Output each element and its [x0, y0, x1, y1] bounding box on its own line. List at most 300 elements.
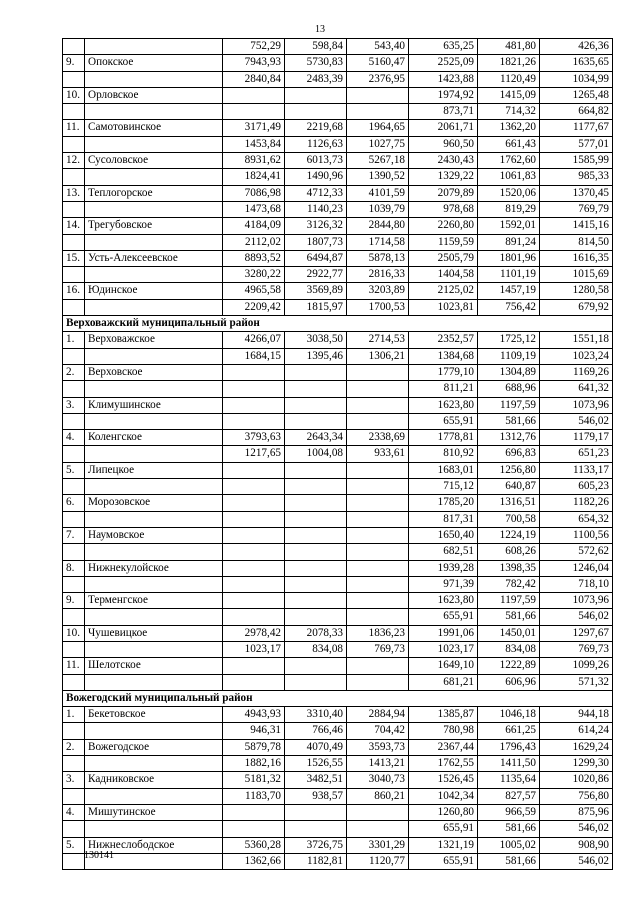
- value-cell: 971,39: [409, 576, 478, 592]
- value-cell: 933,61: [347, 446, 409, 462]
- value-cell: 908,90: [540, 837, 613, 853]
- value-cell: 1316,51: [478, 495, 540, 511]
- value-cell: [285, 658, 347, 674]
- value-cell: [285, 609, 347, 625]
- value-cell: [223, 495, 285, 511]
- value-cell: 5879,78: [223, 739, 285, 755]
- value-cell: 2816,33: [347, 267, 409, 283]
- settlement-name: Сусоловское: [85, 153, 223, 169]
- value-cell: 1991,06: [409, 625, 478, 641]
- value-cell: 1684,15: [223, 348, 285, 364]
- value-cell: 1635,65: [540, 55, 613, 71]
- settlement-name: Нижнекулойское: [85, 560, 223, 576]
- row-index: 16.: [63, 283, 85, 299]
- value-cell: [285, 593, 347, 609]
- row-index: 1.: [63, 707, 85, 723]
- value-cell: [347, 527, 409, 543]
- value-cell: 1042,34: [409, 788, 478, 804]
- value-cell: 3203,89: [347, 283, 409, 299]
- value-cell: 1073,96: [540, 397, 613, 413]
- row-index: 5.: [63, 837, 85, 853]
- value-cell: 2643,34: [285, 430, 347, 446]
- value-cell: 3171,49: [223, 120, 285, 136]
- table-row: [63, 136, 613, 152]
- settlement-name: [85, 71, 223, 87]
- value-cell: 1404,58: [409, 267, 478, 283]
- value-cell: 1140,23: [285, 201, 347, 217]
- value-cell: 891,24: [478, 234, 540, 250]
- value-cell: [347, 674, 409, 690]
- table-row: [63, 641, 613, 657]
- value-cell: 2978,42: [223, 625, 285, 641]
- value-cell: 2112,02: [223, 234, 285, 250]
- value-cell: 1964,65: [347, 120, 409, 136]
- value-cell: [223, 479, 285, 495]
- settlement-name: Опокское: [85, 55, 223, 71]
- settlement-name: [85, 479, 223, 495]
- value-cell: 1585,99: [540, 153, 613, 169]
- value-cell: 1778,81: [409, 430, 478, 446]
- row-index: [63, 381, 85, 397]
- value-cell: 696,83: [478, 446, 540, 462]
- value-cell: 2376,95: [347, 71, 409, 87]
- value-cell: 661,43: [478, 136, 540, 152]
- value-cell: 688,96: [478, 381, 540, 397]
- value-cell: 2367,44: [409, 739, 478, 755]
- table-row: [63, 479, 613, 495]
- table-row: [63, 104, 613, 120]
- value-cell: 2430,43: [409, 153, 478, 169]
- value-cell: 1297,67: [540, 625, 613, 641]
- row-index: [63, 821, 85, 837]
- value-cell: 1182,26: [540, 495, 613, 511]
- settlement-name: Усть-Алексеевское: [85, 250, 223, 266]
- value-cell: 7086,98: [223, 185, 285, 201]
- settlement-name: Вожегодское: [85, 739, 223, 755]
- value-cell: 1815,97: [285, 299, 347, 315]
- settlement-name: Липецкое: [85, 462, 223, 478]
- value-cell: 4070,49: [285, 739, 347, 755]
- table-row: [63, 283, 613, 299]
- settlement-name: Верховажское: [85, 332, 223, 348]
- value-cell: 769,73: [347, 641, 409, 657]
- table-row: [63, 674, 613, 690]
- value-cell: 577,01: [540, 136, 613, 152]
- value-cell: 1159,59: [409, 234, 478, 250]
- value-cell: [223, 560, 285, 576]
- value-cell: 655,91: [409, 609, 478, 625]
- value-cell: 819,29: [478, 201, 540, 217]
- value-cell: 546,02: [540, 853, 613, 869]
- value-cell: 655,91: [409, 821, 478, 837]
- value-cell: [223, 658, 285, 674]
- value-cell: 2209,42: [223, 299, 285, 315]
- value-cell: [347, 544, 409, 560]
- value-cell: [223, 511, 285, 527]
- value-cell: [285, 821, 347, 837]
- value-cell: 1023,24: [540, 348, 613, 364]
- value-cell: 1473,68: [223, 201, 285, 217]
- row-index: [63, 641, 85, 657]
- value-cell: 1197,59: [478, 593, 540, 609]
- row-index: [63, 511, 85, 527]
- value-cell: 1453,84: [223, 136, 285, 152]
- value-cell: 1004,08: [285, 446, 347, 462]
- settlement-name: Трегубовское: [85, 218, 223, 234]
- value-cell: 1974,92: [409, 87, 478, 103]
- value-cell: 811,21: [409, 381, 478, 397]
- table-row: [63, 364, 613, 380]
- value-cell: 1177,67: [540, 120, 613, 136]
- table-row: [63, 71, 613, 87]
- value-cell: 1120,77: [347, 853, 409, 869]
- value-cell: 1183,70: [223, 788, 285, 804]
- value-cell: 985,33: [540, 169, 613, 185]
- row-index: 4.: [63, 804, 85, 820]
- value-cell: 614,24: [540, 723, 613, 739]
- value-cell: 1182,81: [285, 853, 347, 869]
- value-cell: 766,46: [285, 723, 347, 739]
- table-row: [63, 756, 613, 772]
- value-cell: 2884,94: [347, 707, 409, 723]
- settlement-name: Теплогорское: [85, 185, 223, 201]
- settlement-name: Кадниковское: [85, 772, 223, 788]
- page-number: 13: [315, 24, 325, 35]
- value-cell: [223, 593, 285, 609]
- row-index: 1.: [63, 332, 85, 348]
- value-cell: 1061,83: [478, 169, 540, 185]
- value-cell: 654,32: [540, 511, 613, 527]
- value-cell: 571,32: [540, 674, 613, 690]
- table-row: [63, 609, 613, 625]
- section-title: Верховажский муниципальный район: [63, 316, 613, 332]
- settlement-name: [85, 544, 223, 560]
- row-index: 5.: [63, 462, 85, 478]
- value-cell: 1450,01: [478, 625, 540, 641]
- value-cell: 1015,69: [540, 267, 613, 283]
- value-cell: 756,42: [478, 299, 540, 315]
- value-cell: 2079,89: [409, 185, 478, 201]
- value-cell: [347, 658, 409, 674]
- value-cell: 1306,21: [347, 348, 409, 364]
- row-index: [63, 609, 85, 625]
- settlement-name: [85, 136, 223, 152]
- value-cell: 605,23: [540, 479, 613, 495]
- value-cell: 1329,22: [409, 169, 478, 185]
- settlement-name: [85, 169, 223, 185]
- table-body: [63, 39, 613, 870]
- table-row: [63, 430, 613, 446]
- row-index: [63, 71, 85, 87]
- value-cell: 641,32: [540, 381, 613, 397]
- value-cell: 1490,96: [285, 169, 347, 185]
- value-cell: 1520,06: [478, 185, 540, 201]
- value-cell: 7943,93: [223, 55, 285, 71]
- settlement-name: Мишутинское: [85, 804, 223, 820]
- value-cell: 1312,76: [478, 430, 540, 446]
- settlement-name: [85, 413, 223, 429]
- value-cell: 1020,86: [540, 772, 613, 788]
- table-row: [63, 511, 613, 527]
- table-row: [63, 804, 613, 820]
- table-row: [63, 169, 613, 185]
- settlement-name: Бекетовское: [85, 707, 223, 723]
- value-cell: [285, 527, 347, 543]
- settlement-name: Терменгское: [85, 593, 223, 609]
- settlement-name: [85, 821, 223, 837]
- table-row: [63, 250, 613, 266]
- value-cell: 543,40: [347, 39, 409, 55]
- table-row: [63, 739, 613, 755]
- tariff-table: [62, 38, 613, 870]
- value-cell: 1304,89: [478, 364, 540, 380]
- value-cell: 1796,43: [478, 739, 540, 755]
- value-cell: [223, 413, 285, 429]
- value-cell: 1411,50: [478, 756, 540, 772]
- settlement-name: Морозовское: [85, 495, 223, 511]
- row-index: 3.: [63, 772, 85, 788]
- row-index: [63, 446, 85, 462]
- value-cell: 1023,17: [223, 641, 285, 657]
- value-cell: 860,21: [347, 788, 409, 804]
- settlement-name: Наумовское: [85, 527, 223, 543]
- value-cell: 714,32: [478, 104, 540, 120]
- row-index: 11.: [63, 658, 85, 674]
- table-row: [63, 120, 613, 136]
- value-cell: 572,62: [540, 544, 613, 560]
- settlement-name: [85, 641, 223, 657]
- table-row: [63, 332, 613, 348]
- value-cell: 810,92: [409, 446, 478, 462]
- value-cell: 1413,21: [347, 756, 409, 772]
- value-cell: 2352,57: [409, 332, 478, 348]
- settlement-name: [85, 267, 223, 283]
- value-cell: 782,42: [478, 576, 540, 592]
- value-cell: 1109,19: [478, 348, 540, 364]
- row-index: [63, 267, 85, 283]
- value-cell: 1023,81: [409, 299, 478, 315]
- value-cell: 3038,50: [285, 332, 347, 348]
- value-cell: 1370,45: [540, 185, 613, 201]
- value-cell: 1034,99: [540, 71, 613, 87]
- value-cell: 1725,12: [478, 332, 540, 348]
- value-cell: 664,82: [540, 104, 613, 120]
- value-cell: 3593,73: [347, 739, 409, 755]
- value-cell: 1762,55: [409, 756, 478, 772]
- value-cell: 1260,80: [409, 804, 478, 820]
- value-cell: [285, 560, 347, 576]
- row-index: 15.: [63, 250, 85, 266]
- value-cell: [223, 544, 285, 560]
- value-cell: 2219,68: [285, 120, 347, 136]
- value-cell: 640,87: [478, 479, 540, 495]
- value-cell: 1836,23: [347, 625, 409, 641]
- settlement-name: [85, 104, 223, 120]
- table-row: [63, 625, 613, 641]
- value-cell: 1592,01: [478, 218, 540, 234]
- row-index: [63, 853, 85, 869]
- table-row: [63, 544, 613, 560]
- table-row: [63, 527, 613, 543]
- table-row: [63, 821, 613, 837]
- settlement-name: [85, 446, 223, 462]
- table-row: [63, 560, 613, 576]
- value-cell: 1616,35: [540, 250, 613, 266]
- settlement-name: Шелотское: [85, 658, 223, 674]
- value-cell: 3310,40: [285, 707, 347, 723]
- value-cell: 1390,52: [347, 169, 409, 185]
- table-row: [63, 218, 613, 234]
- row-index: [63, 576, 85, 592]
- value-cell: [347, 576, 409, 592]
- value-cell: 5878,13: [347, 250, 409, 266]
- value-cell: 3040,73: [347, 772, 409, 788]
- settlement-name: [85, 756, 223, 772]
- settlement-name: Верховское: [85, 364, 223, 380]
- value-cell: 1526,55: [285, 756, 347, 772]
- value-cell: 2125,02: [409, 283, 478, 299]
- row-index: [63, 299, 85, 315]
- value-cell: [285, 104, 347, 120]
- row-index: 10.: [63, 625, 85, 641]
- value-cell: 1650,40: [409, 527, 478, 543]
- value-cell: 1526,45: [409, 772, 478, 788]
- row-index: 14.: [63, 218, 85, 234]
- value-cell: 875,96: [540, 804, 613, 820]
- row-index: 12.: [63, 153, 85, 169]
- row-index: 9.: [63, 593, 85, 609]
- value-cell: 2505,79: [409, 250, 478, 266]
- value-cell: [223, 674, 285, 690]
- settlement-name: Самотовинское: [85, 120, 223, 136]
- value-cell: 6013,73: [285, 153, 347, 169]
- value-cell: 817,31: [409, 511, 478, 527]
- value-cell: 2078,33: [285, 625, 347, 641]
- row-index: 2.: [63, 739, 85, 755]
- value-cell: 581,66: [478, 413, 540, 429]
- value-cell: 2840,84: [223, 71, 285, 87]
- row-index: [63, 201, 85, 217]
- value-cell: 3301,29: [347, 837, 409, 853]
- value-cell: 4943,93: [223, 707, 285, 723]
- row-index: [63, 136, 85, 152]
- table-row: [63, 707, 613, 723]
- value-cell: 661,25: [478, 723, 540, 739]
- value-cell: [347, 593, 409, 609]
- value-cell: 946,31: [223, 723, 285, 739]
- value-cell: 1551,18: [540, 332, 613, 348]
- row-index: [63, 756, 85, 772]
- table-row: [63, 853, 613, 869]
- row-index: [63, 169, 85, 185]
- value-cell: [285, 364, 347, 380]
- row-index: [63, 413, 85, 429]
- settlement-name: [85, 348, 223, 364]
- value-cell: 679,92: [540, 299, 613, 315]
- value-cell: 1423,88: [409, 71, 478, 87]
- value-cell: 1027,75: [347, 136, 409, 152]
- table-row: [63, 495, 613, 511]
- value-cell: 1280,58: [540, 283, 613, 299]
- settlement-name: [85, 39, 223, 55]
- value-cell: 1939,28: [409, 560, 478, 576]
- row-index: 13.: [63, 185, 85, 201]
- settlement-name: Коленгское: [85, 430, 223, 446]
- value-cell: [285, 381, 347, 397]
- value-cell: 1882,16: [223, 756, 285, 772]
- value-cell: [347, 397, 409, 413]
- section-header-row: [63, 316, 613, 332]
- value-cell: 834,08: [285, 641, 347, 657]
- value-cell: 1762,60: [478, 153, 540, 169]
- settlement-name: [85, 511, 223, 527]
- value-cell: [223, 821, 285, 837]
- value-cell: 769,79: [540, 201, 613, 217]
- settlement-name: [85, 201, 223, 217]
- value-cell: 3569,89: [285, 283, 347, 299]
- value-cell: 5267,18: [347, 153, 409, 169]
- value-cell: [285, 674, 347, 690]
- value-cell: [285, 804, 347, 820]
- settlement-name: Чушевицкое: [85, 625, 223, 641]
- settlement-name: Орловское: [85, 87, 223, 103]
- value-cell: 1700,53: [347, 299, 409, 315]
- value-cell: 546,02: [540, 821, 613, 837]
- value-cell: 1135,64: [478, 772, 540, 788]
- value-cell: [223, 364, 285, 380]
- value-cell: 681,21: [409, 674, 478, 690]
- table-row: [63, 153, 613, 169]
- value-cell: 4184,09: [223, 218, 285, 234]
- value-cell: [347, 413, 409, 429]
- value-cell: [223, 527, 285, 543]
- value-cell: 1120,49: [478, 71, 540, 87]
- value-cell: 873,71: [409, 104, 478, 120]
- value-cell: 756,80: [540, 788, 613, 804]
- value-cell: [285, 479, 347, 495]
- value-cell: 944,18: [540, 707, 613, 723]
- value-cell: [223, 87, 285, 103]
- value-cell: [285, 544, 347, 560]
- value-cell: 718,10: [540, 576, 613, 592]
- value-cell: 546,02: [540, 609, 613, 625]
- value-cell: 1415,16: [540, 218, 613, 234]
- value-cell: 3482,51: [285, 772, 347, 788]
- value-cell: 1807,73: [285, 234, 347, 250]
- table-row: [63, 723, 613, 739]
- value-cell: 581,66: [478, 821, 540, 837]
- table-row: [63, 87, 613, 103]
- row-index: [63, 544, 85, 560]
- value-cell: 704,42: [347, 723, 409, 739]
- value-cell: 715,12: [409, 479, 478, 495]
- value-cell: 966,59: [478, 804, 540, 820]
- row-index: 4.: [63, 430, 85, 446]
- value-cell: [223, 576, 285, 592]
- value-cell: 1217,65: [223, 446, 285, 462]
- table-row: [63, 267, 613, 283]
- value-cell: 1457,19: [478, 283, 540, 299]
- value-cell: 8931,62: [223, 153, 285, 169]
- table-row: [63, 837, 613, 853]
- value-cell: 1133,17: [540, 462, 613, 478]
- value-cell: 1101,19: [478, 267, 540, 283]
- table-row: [63, 576, 613, 592]
- value-cell: 1099,26: [540, 658, 613, 674]
- table-row: [63, 299, 613, 315]
- value-cell: 700,58: [478, 511, 540, 527]
- row-index: [63, 674, 85, 690]
